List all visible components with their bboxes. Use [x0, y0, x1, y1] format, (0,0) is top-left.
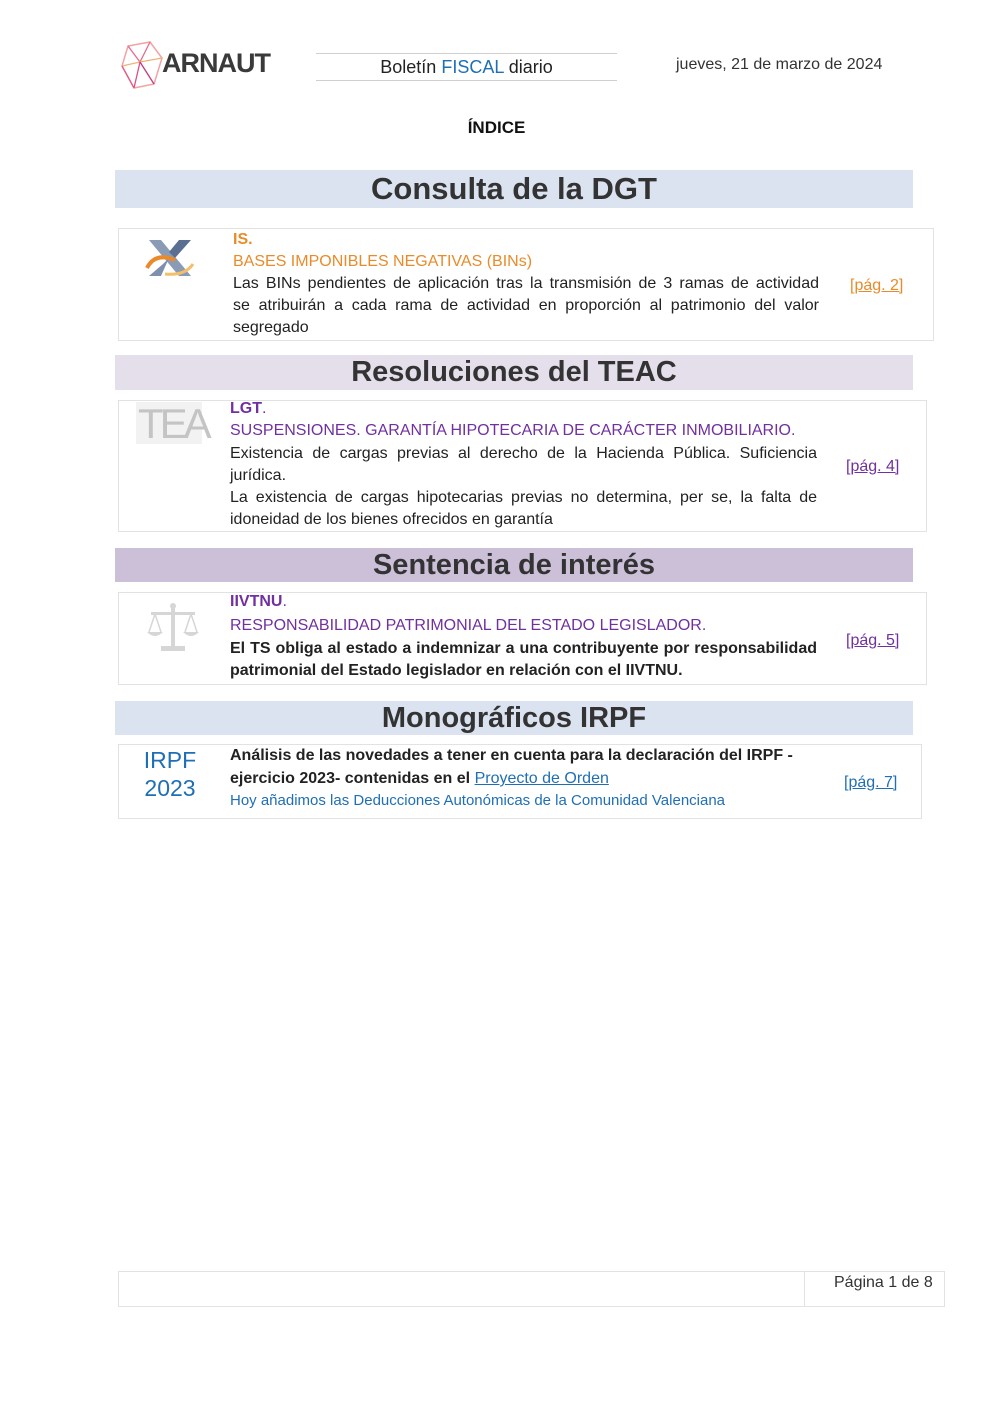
entry-monograficos-line2-prefix: ejercicio 2023- contenidas en el	[230, 770, 475, 787]
bulletin-suffix: diario	[508, 57, 553, 77]
page-link-sentencia[interactable]: [pág. 5]	[846, 632, 900, 649]
entry-teac-tag: LGT	[230, 400, 262, 417]
bulletin-date: jueves, 21 de marzo de 2024	[676, 56, 883, 73]
entry-sentencia-tag: IIVTNU	[230, 593, 283, 610]
tea-logo-icon	[136, 400, 208, 447]
page-link-monograficos[interactable]: [pág. 7]	[844, 774, 898, 791]
entry-sentencia-subject: RESPONSABILIDAD PATRIMONIAL DEL ESTADO LEGISLADOR.	[230, 617, 707, 634]
section-heading-monograficos: Monográficos IRPF	[115, 701, 913, 735]
summary-line: idoneidad de los bienes ofrecidos en garantía	[230, 511, 553, 528]
arnaut-crystal-icon	[120, 40, 164, 92]
entry-monograficos-note: Hoy añadimos las Deducciones Autonómicas de la Comunidad Valenciana	[230, 792, 726, 809]
footer-box	[118, 1271, 945, 1307]
scales-of-justice-icon	[145, 600, 201, 656]
entry-monograficos-line2	[230, 768, 609, 790]
entry-dgt-summary	[233, 273, 819, 339]
section-heading-dgt: Consulta de la DGT	[115, 170, 913, 208]
entry-sentencia-tag-line	[230, 591, 287, 613]
entry-teac-subject: SUSPENSIONES. GARANTÍA HIPOTECARIA DE CARÁCTER INMOBILIARIO.	[230, 422, 796, 439]
summary-line: se atribuirán a cada rama de actividad en proporción al patrimonio del valor	[233, 297, 819, 314]
agencia-tributaria-icon	[145, 238, 197, 278]
irpf-label-line2: 2023	[144, 775, 196, 801]
arnaut-logo	[120, 40, 280, 92]
bulletin-prefix: Boletín	[380, 57, 437, 77]
summary-line: Existencia de cargas previas al derecho de la Hacienda Pública. Suficiencia	[230, 445, 817, 462]
page-link-teac[interactable]: [pág. 4]	[846, 458, 900, 475]
index-title: ÍNDICE	[467, 118, 526, 137]
page-link-dgt[interactable]: [pág. 2]	[850, 277, 904, 294]
summary-line	[230, 638, 817, 660]
entry-sentencia-summary	[230, 638, 817, 682]
entry-teac-tag-suffix: .	[262, 400, 267, 417]
entry-monograficos-line1: Análisis de las novedades a tener en cuenta para la declaración del IRPF -	[230, 747, 793, 764]
entry-teac-tag-line	[230, 398, 266, 420]
summary-line-text: El TS obliga al estado a indemnizar a una contribuyente por responsabilidad	[230, 640, 817, 657]
entry-dgt-subject: BASES IMPONIBLES NEGATIVAS (BINs)	[233, 253, 533, 270]
irpf-label-line1: IRPF	[143, 747, 197, 773]
entry-sentencia-tag-suffix: .	[282, 593, 287, 610]
summary-line: jurídica.	[230, 467, 287, 484]
bulletin-accent: FISCAL	[441, 57, 504, 77]
summary-line: Las BINs pendientes de aplicación tras la transmisión de 3 ramas de actividad	[233, 275, 819, 292]
proyecto-de-orden-link[interactable]: Proyecto de Orden	[474, 770, 609, 787]
summary-line: La existencia de cargas hipotecarias previas no determina, per se, la falta de	[230, 489, 817, 506]
section-heading-teac: Resoluciones del TEAC	[115, 355, 913, 390]
bulletin-title	[316, 53, 617, 81]
summary-line: segregado	[233, 319, 309, 336]
brand-name: ARNAUT	[162, 48, 270, 78]
footer-divider	[804, 1272, 805, 1306]
irpf-2023-label	[120, 746, 220, 802]
page-number: Página 1 de 8	[834, 1274, 933, 1291]
summary-line: patrimonial del Estado legislador en relación con el IIVTNU.	[230, 662, 683, 679]
entry-teac-summary	[230, 443, 817, 531]
tea-logo-text: TEA	[138, 400, 208, 447]
entry-dgt-tag: IS.	[233, 231, 253, 248]
section-heading-sentencia: Sentencia de interés	[115, 548, 913, 582]
